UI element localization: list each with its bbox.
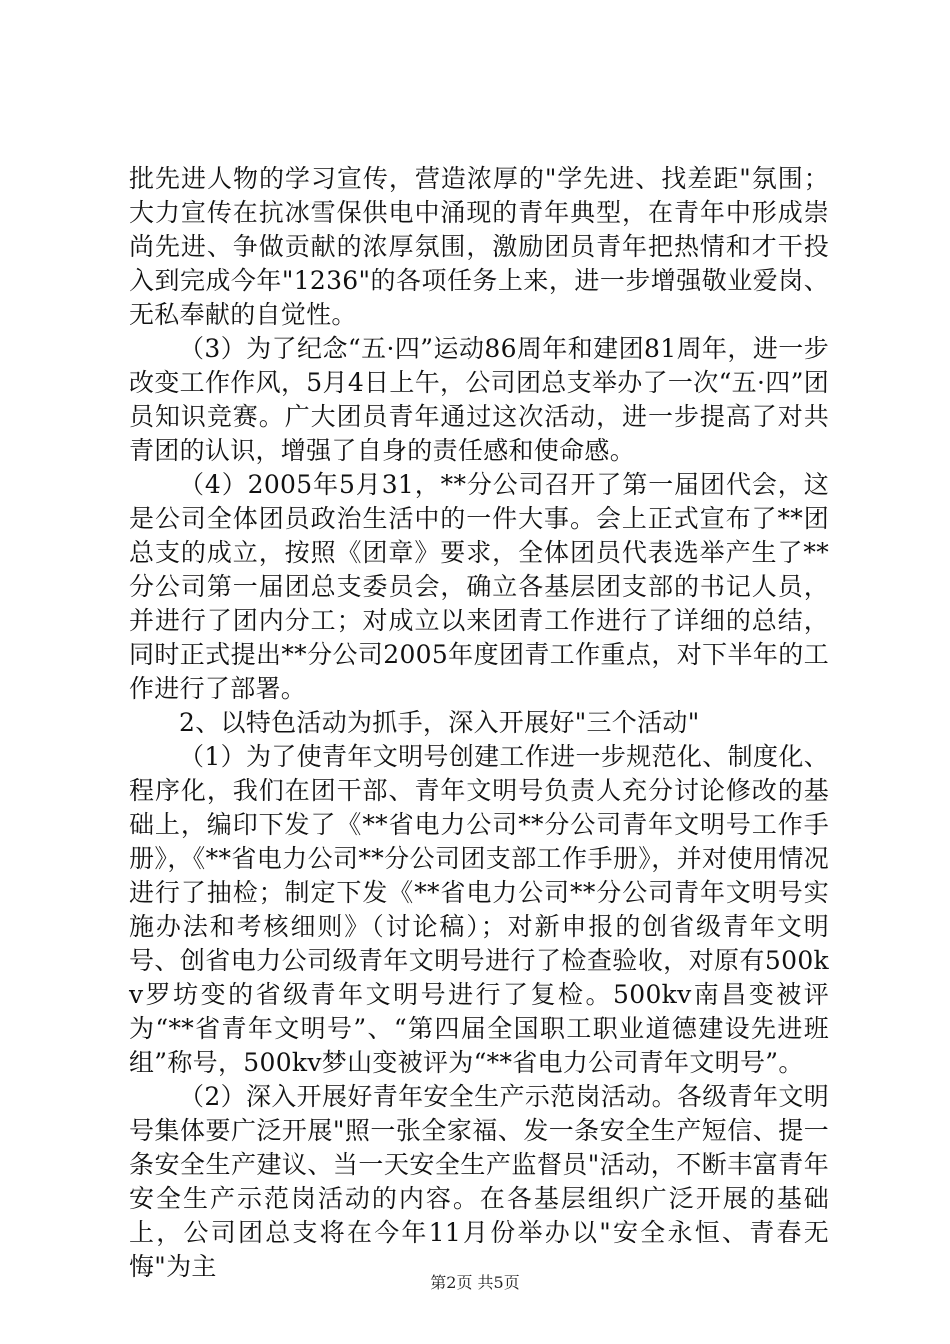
paragraph-subitem-2: （2）深入开展好青年安全生产示范岗活动。各级青年文明号集体要广泛开展"照一张全家福、发一条安全生产短信、提一条安全生产建议、当一天安全生产监督员"活动，不断丰富青年安全生产示范岗活动的内容。在各基层组织广泛开展的基础上，公司团总支将在今年11月份举办以"安全永恒、青春无悔"为主 xyxy=(129,1082,829,1281)
document-body xyxy=(129,162,829,1284)
section-heading-2: 2、以特色活动为抓手，深入开展好"三个活动" xyxy=(179,708,700,737)
paragraph-subitem-1: （1）为了使青年文明号创建工作进一步规范化、制度化、程序化，我们在团干部、青年文明号负责人充分讨论修改的基础上，编印下发了《**省电力公司**分公司青年文明号工作手册》，《**省电力公司**分公司团支部工作手册》，并对使用情况进行了抽检；制定下发《**省电力公司**分公司青年文明号实施办法和考核细则》（讨论稿）；对新申报的创省级青年文明号、创省电力公司级青年文明号进行了检查验收，对原有500kv罗坊变的省级青年文明号进行了复检。500kv南昌变被评为“**省青年文明号”、“第四届全国职工职业道德建设先进班组”称号，500kv梦山变被评为“**省电力公司青年文明号”。 xyxy=(129,742,829,1077)
paragraph-item-3: （3）为了纪念“五·四”运动86周年和建团81周年，进一步改变工作作风，5月4日上午，公司团总支举办了一次“五·四”团员知识竞赛。广大团员青年通过这次活动，进一步提高了对共青团的认识，增强了自身的责任感和使命感。 xyxy=(129,334,829,465)
paragraph-item-4: （4）2005年5月31，**分公司召开了第一届团代会，这是公司全体团员政治生活中的一件大事。会上正式宣布了**团总支的成立，按照《团章》要求，全体团员代表选举产生了**分公司第一届团总支委员会，确立各基层团支部的书记人员，并进行了团内分工；对成立以来团青工作进行了详细的总结，同时正式提出**分公司2005年度团青工作重点，对下半年的工作进行了部署。 xyxy=(129,470,829,703)
page-number-footer: 第2页 共5页 xyxy=(430,1273,520,1292)
paragraph-continuation: 批先进人物的学习宣传，营造浓厚的"学先进、找差距"氛围；大力宣传在抗冰雪保供电中涌现的青年典型，在青年中形成崇尚先进、争做贡献的浓厚氛围，激励团员青年把热情和才干投入到完成今年"1236"的各项任务上来，进一步增强敬业爱岗、无私奉献的自觉性。 xyxy=(129,164,829,329)
